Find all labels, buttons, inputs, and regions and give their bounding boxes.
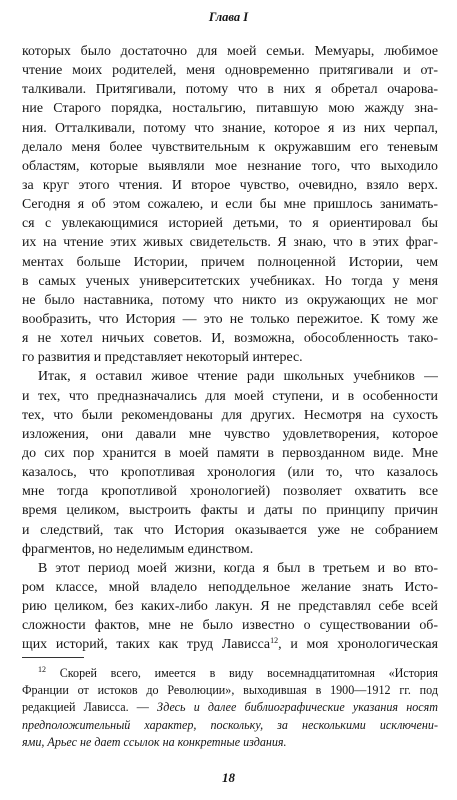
page-number: 18 xyxy=(222,770,235,785)
text-line: В этот период моей жизни, когда я был в третьем и во вто- xyxy=(38,560,438,576)
text-line: и тех, что предназначались для моей ступени, и в особенности xyxy=(22,388,438,404)
footnote-reference: 12 xyxy=(270,636,279,646)
text-line: которых было достаточно для моей семьи. Мемуары, любимое xyxy=(22,44,438,59)
text-line: ние Старого порядка, ностальгию, питавшую мою жажду зна- xyxy=(22,101,438,117)
text-line: ром классе, мной владело неподдельное желание знать Исто- xyxy=(22,579,438,595)
text-line: и следствий, так что История оказывается уже не собранием xyxy=(22,522,438,538)
footnote-line xyxy=(22,699,438,716)
text-line: Итак, я оставил живое чтение ради школьных учебников — xyxy=(38,369,438,385)
text-line: талкивали. Притягивали, потому что в них я обретал очарова- xyxy=(22,82,438,98)
text-line: тех, что были рекомендованы для других. Несмотря на сухость xyxy=(22,407,438,423)
text-line: делало меня более чувствительным к окружавшим его теневым xyxy=(22,139,438,155)
text-line: ния. Отталкивали, потому что знание, которое я из них черпал, xyxy=(22,120,438,136)
text-line: их на чтение этих живых свидетельств. Я знаю, что в этих фраг- xyxy=(22,235,438,251)
body-text xyxy=(22,42,438,655)
text-line: ся с увлекающимися историей детьми, то я ориентировал бы xyxy=(22,216,438,232)
footnote-italic-text: Здесь и далее библиографические указания носят xyxy=(157,700,438,715)
footnote-line: предположительный характер, поскольку, за несколькими исключени- xyxy=(22,717,438,732)
running-head: Глава I xyxy=(208,10,249,24)
text-line: Сегодня я об этом сожалею, и если бы мне пришлось занимать- xyxy=(22,197,438,213)
text-line: в самых ученых университетских учебниках. Но тогда у меня xyxy=(22,273,438,289)
footnote-line xyxy=(22,665,438,682)
footnote-line: ями, Арьес не дает ссылок на конкретные издания. xyxy=(22,734,287,749)
text-line: казалось, что кропотливая хронология (или то, что казалось xyxy=(22,465,438,481)
text-line: вообразить, что История — это не только пережитое. К тому же xyxy=(22,311,438,327)
text-line: за круг этого чтения. И второе чувство, очевидно, взяло верх. xyxy=(22,177,438,193)
text-fragment: , и моя хронологическая xyxy=(278,637,438,653)
text-line: областям, которые выявляли мое незнание того, что выходило xyxy=(22,158,438,174)
text-line: го развития и представляет некоторый интерес. xyxy=(22,350,303,366)
text-fragment: щих историй, таких как труд Лависса xyxy=(22,637,271,653)
text-line: до сих пор хранится в моей памяти в первозданном виде. Мне xyxy=(22,445,438,461)
text-line: ментах больше Истории, причем полноценной Истории, чем xyxy=(22,254,438,270)
text-line: изложения, они давали мне чувство удовлетворения, которое xyxy=(22,426,438,442)
text-line: рию целиком, без каких-либо лакун. Я не представлял себе всей xyxy=(22,599,438,615)
text-line: время целиком, выстроить факты и даты по принципу причин xyxy=(22,503,438,519)
text-line: я не хотел ничьих советов. И, возможна, обособленность тако- xyxy=(22,331,438,347)
footnote-text: редакцией Лависса. — xyxy=(22,700,158,715)
text-line: не было наставника, потому что никто из окружающих не мог xyxy=(22,292,438,308)
footnote-divider xyxy=(22,657,84,658)
text-line: фрагментов, но неделимым единством. xyxy=(22,541,254,557)
footnote-line: Франции от истоков до Революции», выходившая в 1900—1912 гг. под xyxy=(22,683,438,698)
footnote-number: 12 xyxy=(38,665,46,674)
text-line-with-footnote-ref xyxy=(22,635,438,654)
text-line: мне тогда кропотливой хронологией) позволяет охватить все xyxy=(22,484,438,500)
text-line: сложности фактов, мне не было известно о существовании об- xyxy=(22,618,438,634)
footnote-text: Скорей всего, имеется в виду восемнадцатитомная «История xyxy=(46,666,438,680)
text-line: чтение моих родителей, меня одновременно притягивали и от- xyxy=(22,63,438,79)
footnote xyxy=(22,665,438,751)
